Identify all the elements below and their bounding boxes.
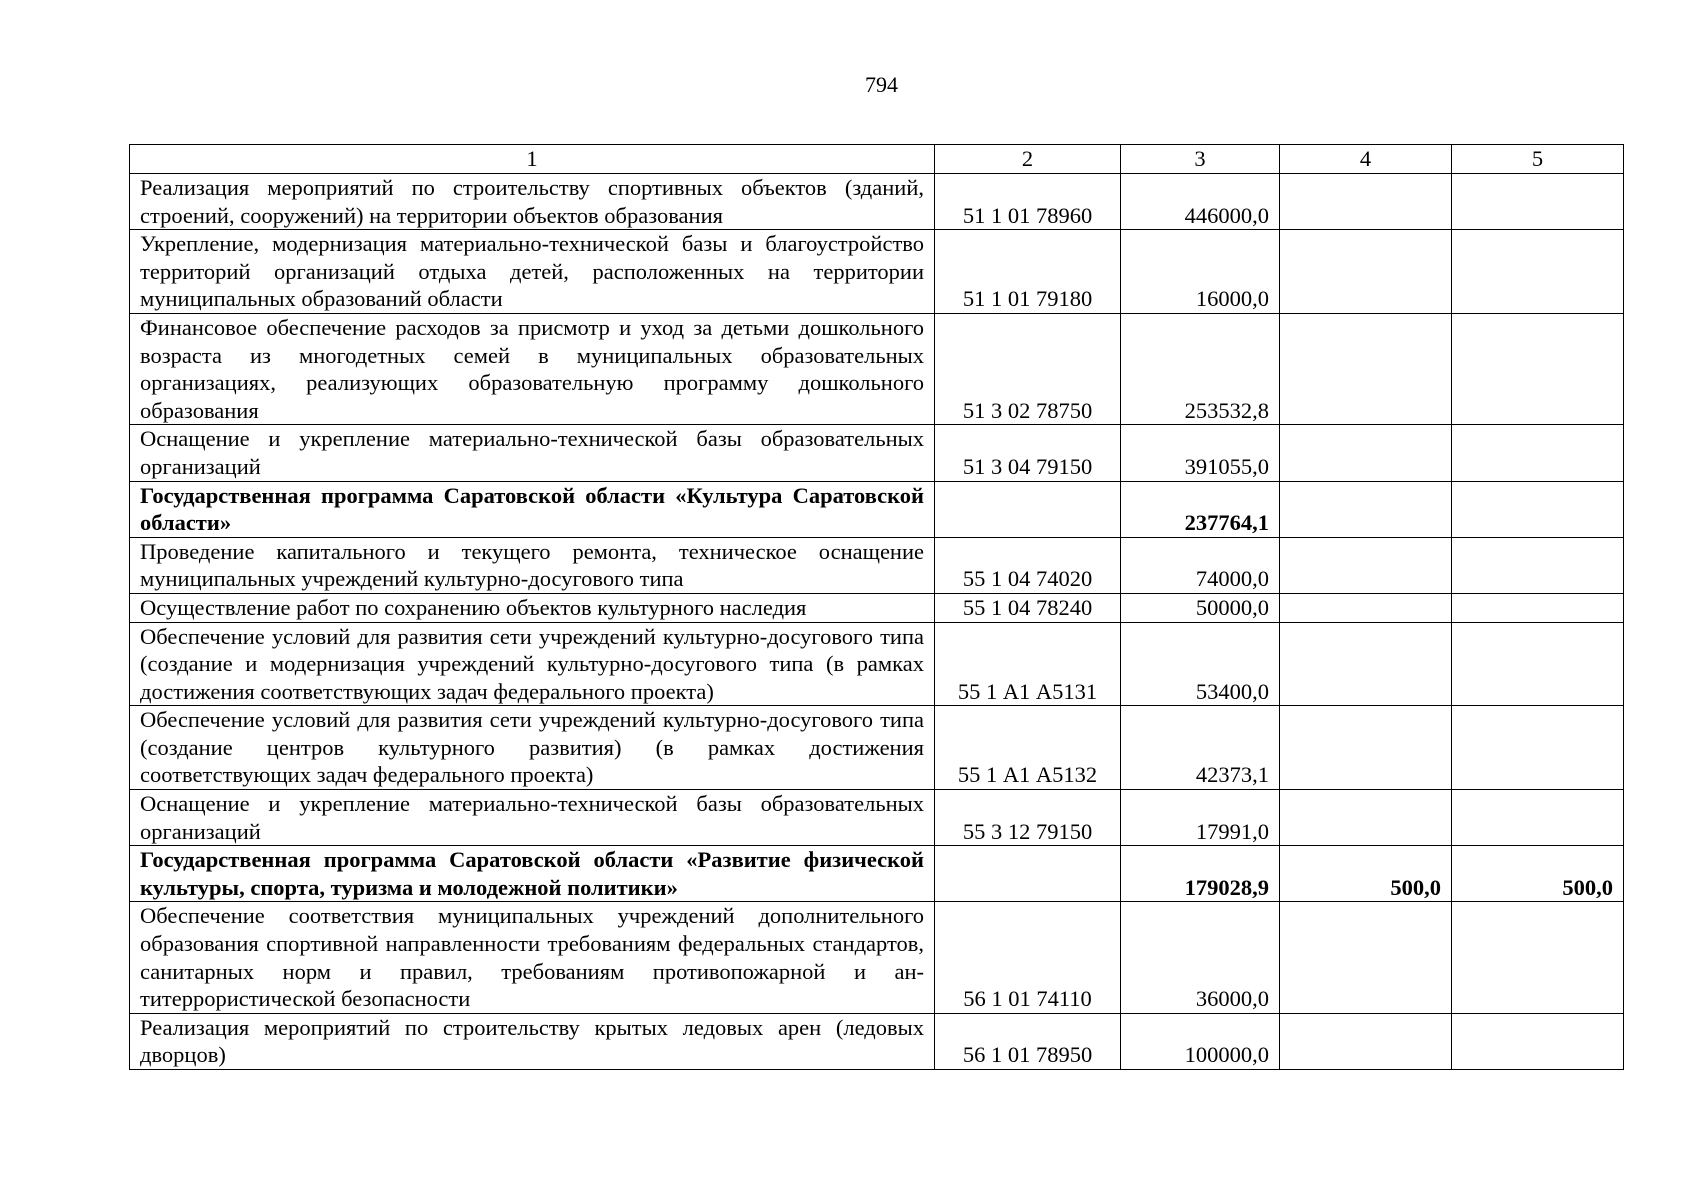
row-amount-col4-cell: [1280, 537, 1452, 593]
row-amount-col4-cell: [1280, 1013, 1452, 1069]
row-amount-col3-cell: 179028,9: [1121, 846, 1280, 902]
table-body: [130, 174, 1624, 1070]
table-row: [130, 902, 1624, 1013]
row-amount-col4-cell: 500,0: [1280, 846, 1452, 902]
table-row: [130, 593, 1624, 622]
row-code-cell: 55 1 04 78240: [935, 593, 1121, 622]
row-name-cell: Реализация мероприятий по строительству спортивных объектов (зданий, строений, сооружений) на территории объектов образования: [130, 174, 935, 230]
page-number: 794: [865, 72, 898, 97]
row-amount-col3-cell: 16000,0: [1121, 230, 1280, 314]
row-amount-col5-cell: 500,0: [1452, 846, 1624, 902]
row-name-cell: Финансовое обеспечение расходов за присмотр и уход за детьми дошкольного возраста из многодетных семей в муниципальных образовательных организациях, реализующих образовательную программу дошкольного образования: [130, 313, 935, 424]
row-name-cell: Осуществление работ по сохранению объектов культурного наследия: [130, 593, 935, 622]
row-name-cell: Обеспечение условий для развития сети учреждений культурно-досугового типа (создание и модернизация учреждений культурно-досугового типа (в рамках достижения соответствующих задач федерального проекта): [130, 622, 935, 706]
row-amount-col3-cell: 100000,0: [1121, 1013, 1280, 1069]
row-code-cell: 55 1 А1 А5132: [935, 706, 1121, 790]
row-name-cell: Реализация мероприятий по строительству крытых ледовых арен (ледовых дворцов): [130, 1013, 935, 1069]
table-row: [130, 230, 1624, 314]
row-amount-col5-cell: [1452, 313, 1624, 424]
table-row: [130, 706, 1624, 790]
table-header: [130, 145, 1624, 174]
row-amount-col3-cell: 17991,0: [1121, 790, 1280, 846]
row-amount-col5-cell: [1452, 593, 1624, 622]
row-amount-col4-cell: [1280, 706, 1452, 790]
row-amount-col4-cell: [1280, 230, 1452, 314]
row-amount-col3-cell: 42373,1: [1121, 706, 1280, 790]
row-code-cell: [935, 846, 1121, 902]
row-name-cell: Обеспечение условий для развития сети учреждений культурно-досугового типа (создание центров культурного развития) (в рамках достижения соответствующих задач федерального проекта): [130, 706, 935, 790]
row-code-cell: 56 1 01 74110: [935, 902, 1121, 1013]
row-amount-col5-cell: [1452, 537, 1624, 593]
row-name-cell: Государственная программа Саратовской области «Культура Саратовской области»: [130, 481, 935, 537]
column-header-4: 4: [1280, 145, 1452, 174]
row-amount-col4-cell: [1280, 174, 1452, 230]
row-amount-col4-cell: [1280, 790, 1452, 846]
row-code-cell: 56 1 01 78950: [935, 1013, 1121, 1069]
row-code-cell: 55 1 04 74020: [935, 537, 1121, 593]
row-name-cell: Обеспечение соответствия муниципальных учреждений дополнительного образования спортивной направленности требованиям федеральных стандартов, санитарных норм и правил, требованиям противопожарной и антитеррористической безопасности: [130, 902, 935, 1013]
row-amount-col3-cell: 446000,0: [1121, 174, 1280, 230]
column-header-2: 2: [935, 145, 1121, 174]
row-amount-col3-cell: 50000,0: [1121, 593, 1280, 622]
program-row: [130, 846, 1624, 902]
row-name-cell: Проведение капитального и текущего ремонта, техническое оснащение муниципальных учреждений культурно-досугового типа: [130, 537, 935, 593]
table-row: [130, 622, 1624, 706]
row-amount-col3-cell: 53400,0: [1121, 622, 1280, 706]
row-name-cell: Государственная программа Саратовской области «Развитие физической культуры, спорта, туризма и молодежной политики»: [130, 846, 935, 902]
table-row: [130, 1013, 1624, 1069]
column-header-1: 1: [130, 145, 935, 174]
row-amount-col4-cell: [1280, 425, 1452, 481]
row-name-cell: Оснащение и укрепление материально-технической базы образовательных организаций: [130, 425, 935, 481]
budget-table: [129, 144, 1624, 1070]
row-code-cell: 51 3 02 78750: [935, 313, 1121, 424]
header-row: [130, 145, 1624, 174]
row-amount-col5-cell: [1452, 790, 1624, 846]
row-code-cell: 51 1 01 79180: [935, 230, 1121, 314]
table-row: [130, 174, 1624, 230]
row-amount-col5-cell: [1452, 706, 1624, 790]
column-header-3: 3: [1121, 145, 1280, 174]
row-name-cell: Укрепление, модернизация материально-технической базы и благоустройство территорий организаций отдыха детей, расположенных на территории муниципальных образований области: [130, 230, 935, 314]
row-amount-col5-cell: [1452, 174, 1624, 230]
row-amount-col5-cell: [1452, 1013, 1624, 1069]
table-row: [130, 313, 1624, 424]
row-amount-col5-cell: [1452, 425, 1624, 481]
row-name-cell: Оснащение и укрепление материально-технической базы образовательных организаций: [130, 790, 935, 846]
row-amount-col3-cell: 253532,8: [1121, 313, 1280, 424]
row-amount-col5-cell: [1452, 902, 1624, 1013]
row-code-cell: 55 1 А1 А5131: [935, 622, 1121, 706]
row-amount-col5-cell: [1452, 481, 1624, 537]
row-amount-col5-cell: [1452, 622, 1624, 706]
row-amount-col4-cell: [1280, 481, 1452, 537]
row-amount-col3-cell: 74000,0: [1121, 537, 1280, 593]
table-row: [130, 537, 1624, 593]
row-code-cell: 51 1 01 78960: [935, 174, 1121, 230]
row-amount-col3-cell: 391055,0: [1121, 425, 1280, 481]
row-amount-col4-cell: [1280, 902, 1452, 1013]
row-code-cell: 55 3 12 79150: [935, 790, 1121, 846]
row-amount-col4-cell: [1280, 593, 1452, 622]
row-code-cell: 51 3 04 79150: [935, 425, 1121, 481]
row-amount-col3-cell: 237764,1: [1121, 481, 1280, 537]
row-amount-col5-cell: [1452, 230, 1624, 314]
row-amount-col4-cell: [1280, 622, 1452, 706]
row-amount-col4-cell: [1280, 313, 1452, 424]
row-amount-col3-cell: 36000,0: [1121, 902, 1280, 1013]
table-row: [130, 790, 1624, 846]
program-row: [130, 481, 1624, 537]
table-row: [130, 425, 1624, 481]
row-code-cell: [935, 481, 1121, 537]
column-header-5: 5: [1452, 145, 1624, 174]
